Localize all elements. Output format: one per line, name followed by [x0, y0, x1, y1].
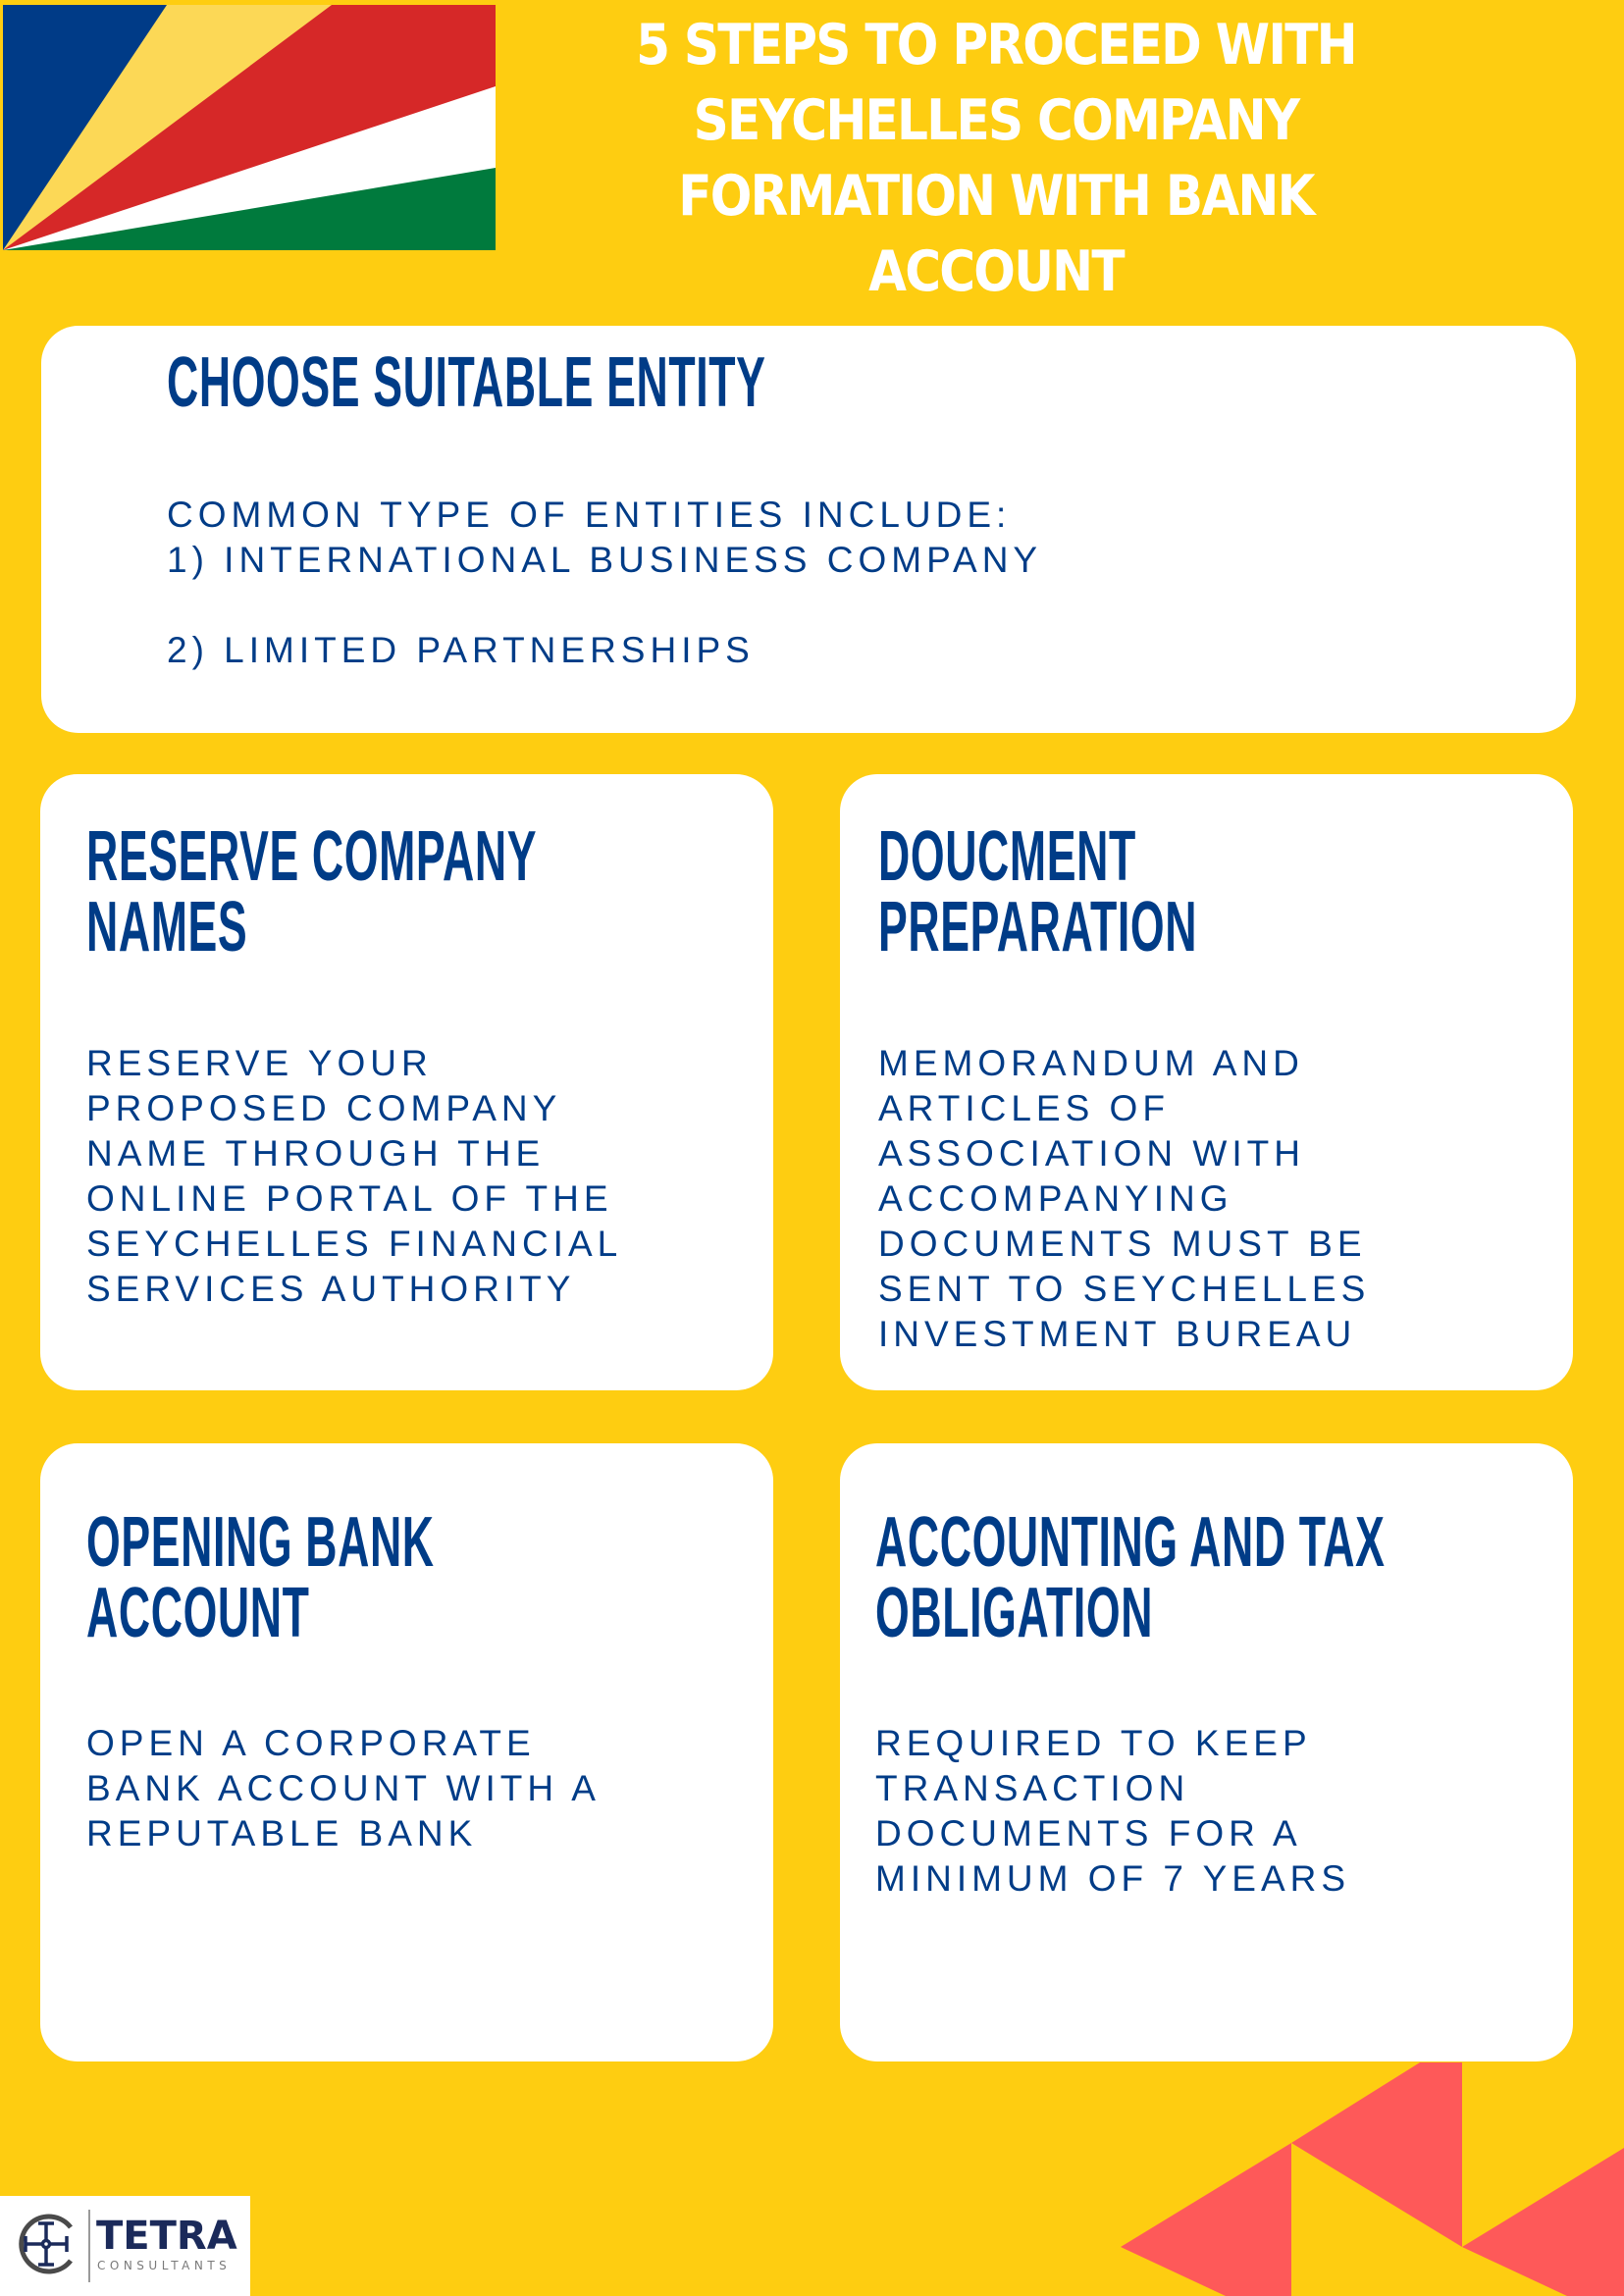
step-description-line: BANK ACCOUNT WITH A [86, 1768, 601, 1808]
step-description [86, 1041, 622, 1312]
step-heading-line: PREPARATION [878, 888, 1198, 966]
step-description [86, 1721, 601, 1856]
step-heading-line: ACCOUNTING AND TAX [875, 1503, 1386, 1582]
tetra-consultants-logo [0, 2196, 250, 2296]
step-card-reserve-names [40, 774, 773, 1390]
step-description-line: MEMORANDUM AND [878, 1043, 1304, 1083]
step-heading [86, 817, 538, 966]
step-description-line: SERVICES AUTHORITY [86, 1269, 576, 1309]
step-description-line: REQUIRED TO KEEP [875, 1723, 1312, 1763]
step-heading-line: NAMES [86, 888, 248, 966]
logo-divider [88, 2210, 90, 2282]
step-card-document-preparation [840, 774, 1573, 1390]
logo-name: TETRA [96, 2214, 237, 2259]
title-line: ACCOUNT [868, 239, 1124, 304]
step-description [875, 1721, 1350, 1902]
step-heading-line: OBLIGATION [875, 1574, 1154, 1652]
step-description-line: SENT TO SEYCHELLES [878, 1269, 1371, 1309]
step-heading [167, 343, 766, 422]
step-heading [86, 1503, 435, 1652]
step-description-line: ARTICLES OF [878, 1088, 1170, 1128]
step-description-line: DOCUMENTS MUST BE [878, 1224, 1367, 1264]
step-heading [875, 1503, 1386, 1652]
step-heading-line: ACCOUNT [86, 1574, 310, 1652]
step-heading [878, 817, 1198, 966]
step-description-line: OPEN A CORPORATE [86, 1723, 536, 1763]
step-description-line: ACCOMPANYING [878, 1178, 1233, 1219]
step-card-accounting-tax [840, 1443, 1573, 2061]
i-beam-cross-in-ring-icon [12, 2210, 80, 2278]
step-description-line: DOCUMENTS FOR A [875, 1813, 1302, 1853]
step-description-line: NAME THROUGH THE [86, 1133, 546, 1174]
step-description [167, 493, 1042, 673]
step-description-line: 2) LIMITED PARTNERSHIPS [167, 630, 755, 670]
title-line: FORMATION WITH BANK [678, 164, 1314, 229]
step-description-line: COMMON TYPE OF ENTITIES INCLUDE: [167, 495, 1012, 535]
step-description-line: RESERVE YOUR [86, 1043, 433, 1083]
step-description-line: ONLINE PORTAL OF THE [86, 1178, 613, 1219]
title-line: SEYCHELLES COMPANY [693, 88, 1299, 153]
step-description-line: MINIMUM OF 7 YEARS [875, 1858, 1351, 1899]
step-description-line [167, 583, 1042, 628]
step-description [878, 1041, 1370, 1357]
step-card-choose-entity [41, 326, 1576, 733]
step-description-line: REPUTABLE BANK [86, 1813, 478, 1853]
seychelles-flag-icon [3, 5, 496, 250]
step-description-line: 1) INTERNATIONAL BUSINESS COMPANY [167, 540, 1043, 580]
page-title [603, 8, 1389, 310]
step-description-line: ASSOCIATION WITH [878, 1133, 1305, 1174]
step-description-line: PROPOSED COMPANY [86, 1088, 562, 1128]
step-heading-line: RESERVE COMPANY [86, 817, 538, 896]
step-heading-line: CHOOSE SUITABLE ENTITY [167, 343, 766, 422]
step-heading-line: DOUCMENT [878, 817, 1136, 896]
title-line: 5 STEPS TO PROCEED WITH [636, 13, 1356, 78]
logo-subtitle: CONSULTANTS [97, 2259, 232, 2272]
step-description-line: SEYCHELLES FINANCIAL [86, 1224, 623, 1264]
step-description-line: INVESTMENT BUREAU [878, 1314, 1357, 1354]
step-heading-line: OPENING BANK [86, 1503, 435, 1582]
step-card-opening-bank-account [40, 1443, 773, 2061]
step-description-line: TRANSACTION [875, 1768, 1190, 1808]
